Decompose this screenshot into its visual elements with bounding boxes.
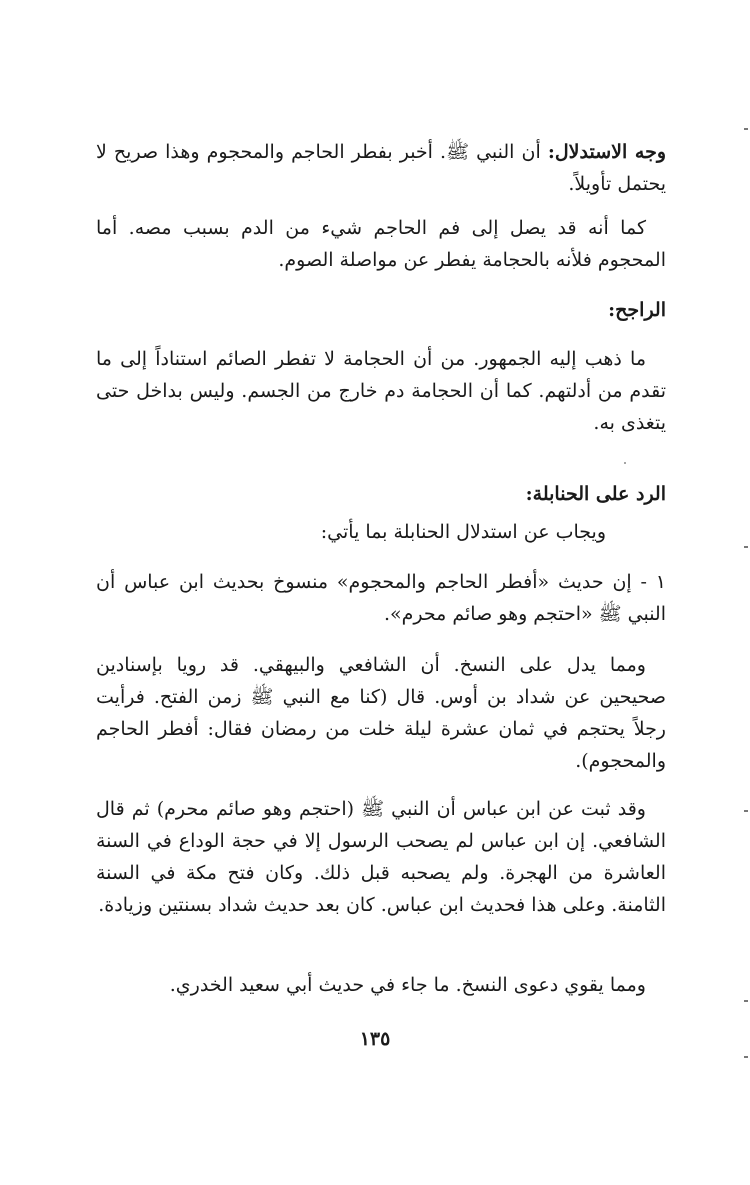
scan-speck — [624, 462, 626, 464]
heading-reply-hanbalis: الرد على الحنابلة: — [525, 483, 666, 505]
scan-edge-mark — [744, 546, 748, 548]
page-number: ١٣٥ — [359, 1028, 391, 1050]
paragraph-ibn-abbas: وقد ثبت عن ابن عباس أن النبي ﷺ (احتجم وهو صائم محرم) ثم قال الشافعي. إن ابن عباس لم يصحب الرسول إلا في حجة الوداع في السنة العاشرة من الهجرة. ولم يصحبه قبل ذلك. وكان فتح مكة في السنة الثامنة. وعلى هذا فحديث ابن عباس. كان بعد حديث شداد بسنتين وزيادة. — [96, 798, 666, 916]
scan-edge-mark — [744, 1056, 748, 1058]
paragraph-inference — [96, 136, 666, 200]
inference-text: أن النبي ﷺ. أخبر بفطر الحاجم والمحجوم وهذا صريح لا يحتمل تأويلاً. — [96, 141, 666, 195]
paragraph-cupper-explanation: كما أنه قد يصل إلى فم الحاجم شيء من الدم بسبب مصه. أما المحجوم فلأنه بالحجامة يفطر عن مواصلة الصوم. — [96, 217, 666, 271]
inference-lead: وجه الاستدلال: — [547, 141, 666, 163]
paragraph-majority-view: ما ذهب إليه الجمهور. من أن الحجامة لا تفطر الصائم استناداً إلى ما تقدم من أدلتهم. كما أن الحجامة دم خارج من الجسم. وليس بداخل حتى يتغذى به. — [96, 348, 666, 434]
scan-edge-mark — [744, 1000, 748, 1002]
scan-edge-mark — [744, 810, 748, 812]
paragraph-abu-said: ومما يقوي دعوى النسخ. ما جاء في حديث أبي سعيد الخدري. — [169, 974, 646, 996]
scan-edge-mark — [744, 128, 748, 130]
list-item-1: ١ - إن حديث «أفطر الحاجم والمحجوم» منسوخ بحديث ابن عباس أن النبي ﷺ «احتجم وهو صائم محرم». — [96, 571, 666, 625]
heading-preferred-view: الراجح: — [608, 299, 666, 321]
paragraph-abrogation-evidence: ومما يدل على النسخ. أن الشافعي والبيهقي. قد رويا بإسنادين صحيحين عن شداد بن أوس. قال (كنا مع النبي ﷺ زمن الفتح. فرأيت رجلاً يحتجم في ثمان عشرة ليلة خلت من رمضان فقال: أفطر الحاجم والمحجوم). — [96, 654, 666, 772]
paragraph-reply-intro: ويجاب عن استدلال الحنابلة بما يأتي: — [320, 521, 606, 543]
